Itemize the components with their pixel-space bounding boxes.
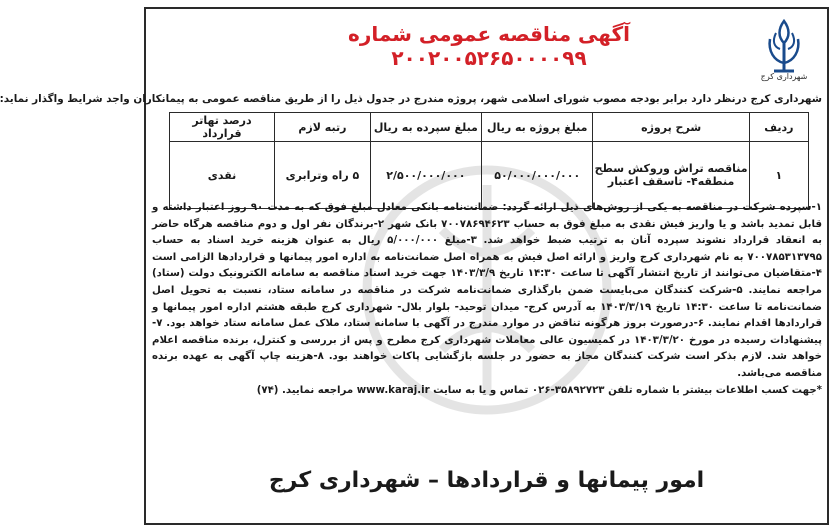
notice-title: آگهی مناقصه عمومی شماره ۲۰۰۲۰۰۵۲۶۵۰۰۰۰۹۹ xyxy=(348,22,630,70)
col-header-project-amount: مبلغ پروژه به ریال xyxy=(481,113,593,142)
intro-text: شهرداری کرج درنظر دارد برابر بودجه مصوب شورای اسلامی شهر، پروژه مندرج در جدول ذیل را از طریق مناقصه عمومی به پیمانکاران واجد شرایط واگذار نماید: xyxy=(0,93,822,105)
col-header-description: شرح پروژه xyxy=(593,113,749,142)
col-header-required-grade: رتبه لازم xyxy=(275,113,371,142)
cell-row-number: ۱ xyxy=(749,142,808,209)
table-row xyxy=(170,142,809,209)
cell-required-grade: ۵ راه وترابری xyxy=(275,142,371,209)
notice-header xyxy=(149,14,824,86)
cell-project-amount: ۵۰/۰۰۰/۰۰۰/۰۰۰ xyxy=(481,142,593,209)
col-header-contract-offset: درصد تهاتر قرارداد xyxy=(170,113,275,142)
col-header-deposit-amount: مبلغ سپرده به ریال xyxy=(370,113,481,142)
footer-title: امور پیمانها و قراردادها – شهرداری کرج xyxy=(268,468,705,493)
notice-body xyxy=(152,200,822,399)
terms-paragraph: ۱-سپرده شرکت در مناقصه به یکی از روش‌های ذیل ارائه گردد: ضمانت‌نامه بانکی معادل مبلغ فوق که به مدت ۹۰ روز اعتبار داشته و قابل تمدید باشد و یا واریز فیش نقدی به مبلغ فوق به حساب ۷۰۰۷۸۶۹۴۶۲۳ بانک شهر ۲-برندگان نفر اول و دوم مناقصه هرگاه حاضر به انعقاد قرارداد نشوند سپرده آنان به ترتیب ضبط خواهد شد. ۳-مبلغ ۵/۰۰۰/۰۰۰ ریال به عنوان هزینه خرید اسناد به حساب ۷۰۰۷۸۵۳۱۳۷۹۵ به نام شهرداری کرج واریز و ارائه اصل فیش به همراه اصل ضمانت‌نامه به اداره امور پیمانها و قراردادها الزامی است ۴-متقاضیان می‌توانند از تاریخ انتشار آگهی تا ساعت ۱۴:۳۰ تاریخ ۱۴۰۳/۳/۹ جهت خرید اسناد مناقصه به سامانه الکترونیک دولت (ستاد) مراجعه نمایند. ۵-شرکت کنندگان می‌بایست ضمن بارگذاری ضمانت‌نامه شرکت در مناقصه در سامانه ستاد، نسبت به تحویل اصل ضمانت‌نامه تا ساعت ۱۴:۳۰ تاریخ ۱۴۰۳/۳/۱۹ به آدرس کرج- میدان توحید- بلوار بلال- شهرداری کرج طبقه هشتم اداره امور پیمانها و قراردادها اقدام نمایند. ۶-درصورت بروز هرگونه تناقض در موارد مندرج در آگهی با سامانه ستاد، ملاک عمل سامانه ستاد خواهد بود. ۷-پیشنهادات رسیده در مورخ ۱۴۰۳/۳/۲۰ در کمیسیون عالی معاملات شهرداری کرج مطرح و پس از بررسی و کنترل، برنده مناقصه اعلام خواهد شد. لازم بذکر است شرکت کنندگان مجاز به حضور در جلسه بازگشایی پاکات خواهند بود. ۸-هزینه چاپ آگهی به عهده برنده مناقصه می‌باشد. xyxy=(152,202,823,379)
cell-description: مناقصه تراش وروکش سطح منطقه۴- تاسقف اعتبار xyxy=(593,142,749,209)
tender-table xyxy=(169,112,809,209)
logo-caption: شهرداری کرج xyxy=(760,72,808,81)
contact-paragraph: *جهت کسب اطلاعات بیشتر با شماره تلفن ۳۵۸۹۲۷۲۳-۰۲۶ تماس و یا به سایت www.karaj.ir مراجعه نمایید. (۷۴) xyxy=(256,384,822,396)
cell-deposit-amount: ۲/۵۰۰/۰۰۰/۰۰۰ xyxy=(370,142,481,209)
col-header-row-number: ردیف xyxy=(749,113,808,142)
cell-contract-offset: نقدی xyxy=(170,142,275,209)
table-header-row xyxy=(170,113,809,142)
